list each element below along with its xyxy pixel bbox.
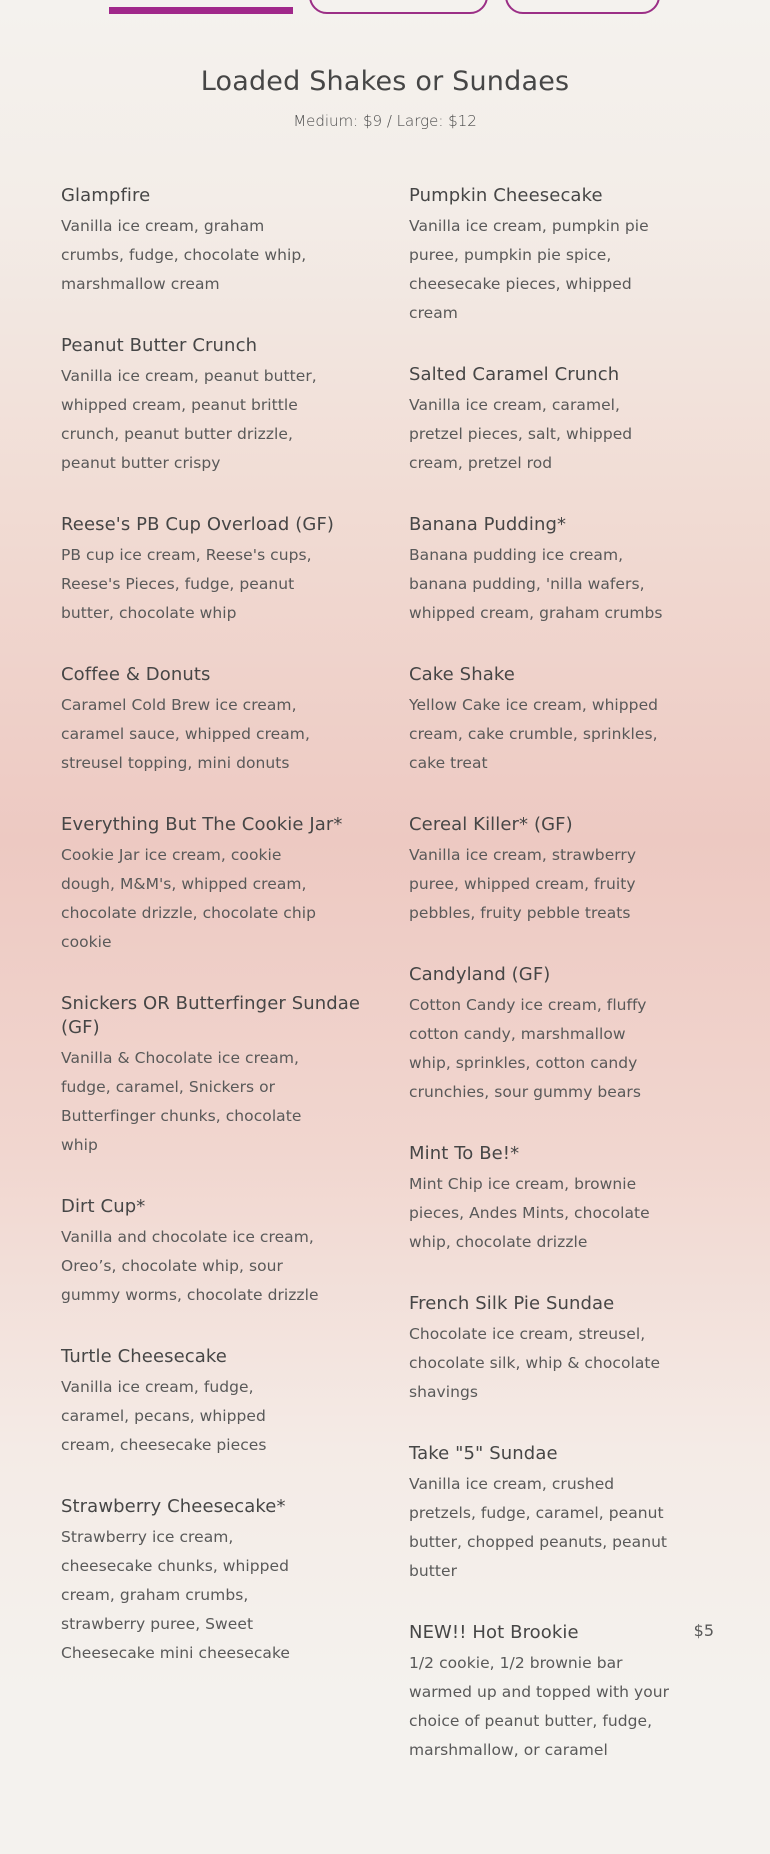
menu-item-description: Banana pudding ice cream, banana pudding, 'nilla wafers, whipped cream, graham crumbs — [409, 546, 663, 622]
menu-item-name: Salted Caramel Crunch — [409, 364, 620, 385]
menu-item — [61, 992, 371, 1160]
menu-tabs — [0, 0, 770, 20]
tab-button-3[interactable] — [505, 0, 660, 14]
menu-item — [409, 1292, 714, 1407]
menu-item-name: Reese's PB Cup Overload (GF) — [61, 514, 335, 535]
menu-item-name: Glampfire — [61, 185, 151, 206]
menu-item-price: $5 — [693, 1621, 714, 1640]
menu-item — [409, 1142, 714, 1257]
menu-item-description: Vanilla ice cream, peanut butter, whipped cream, peanut brittle crunch, peanut butter drizzle, peanut butter crispy — [61, 367, 317, 472]
menu-item — [409, 663, 714, 778]
menu-item-name: Candyland (GF) — [409, 964, 551, 985]
menu-item-description: Vanilla and chocolate ice cream, Oreo’s, chocolate whip, sour gummy worms, chocolate drizzle — [61, 1228, 319, 1304]
menu-item-description: Mint Chip ice cream, brownie pieces, Andes Mints, chocolate whip, chocolate drizzle — [409, 1175, 650, 1251]
menu-item — [409, 1621, 714, 1765]
menu-item-name: Banana Pudding* — [409, 514, 567, 535]
menu-item-description: Strawberry ice cream, cheesecake chunks, whipped cream, graham crumbs, strawberry puree, Sweet Cheesecake mini cheesecake — [61, 1528, 291, 1662]
menu-item-name: Peanut Butter Crunch — [61, 335, 258, 356]
menu-item-name: Take "5" Sundae — [409, 1443, 558, 1464]
section-price-subtitle: Medium: $9 / Large: $12 — [293, 112, 477, 130]
menu-item-name: Snickers OR Butterfinger Sundae (GF) — [61, 993, 361, 1038]
menu-item — [61, 184, 371, 299]
menu-item-description: Vanilla ice cream, caramel, pretzel pieces, salt, whipped cream, pretzel rod — [409, 396, 633, 472]
menu-item-description: Vanilla ice cream, graham crumbs, fudge, chocolate whip, marshmallow cream — [61, 217, 307, 293]
menu-item — [61, 813, 371, 957]
menu-item — [409, 513, 714, 628]
menu-item-description: Yellow Cake ice cream, whipped cream, cake crumble, sprinkles, cake treat — [409, 696, 659, 772]
menu-item-description: Vanilla ice cream, crushed pretzels, fudge, caramel, peanut butter, chopped peanuts, peanut butter — [409, 1475, 668, 1580]
menu-item — [409, 184, 714, 328]
menu-item — [61, 1495, 371, 1668]
menu-item-name: Everything But The Cookie Jar* — [61, 814, 343, 835]
menu-item-name: Cereal Killer* (GF) — [409, 814, 573, 835]
menu-item — [61, 1345, 371, 1460]
menu-item-description: Chocolate ice cream, streusel, chocolate silk, whip & chocolate shavings — [409, 1325, 661, 1401]
menu-item-description: Cookie Jar ice cream, cookie dough, M&M's, whipped cream, chocolate drizzle, chocolate chip cookie — [61, 846, 316, 951]
menu-item — [61, 513, 371, 628]
menu-item-name: Pumpkin Cheesecake — [409, 185, 603, 206]
menu-item-description: PB cup ice cream, Reese's cups, Reese's Pieces, fudge, peanut butter, chocolate whip — [61, 546, 312, 622]
menu-item-name: Turtle Cheesecake — [61, 1346, 227, 1367]
tab-button-2[interactable] — [309, 0, 488, 14]
menu-item-description: Vanilla & Chocolate ice cream, fudge, caramel, Snickers or Butterfinger chunks, chocolate whip — [61, 1049, 302, 1154]
section-title: Loaded Shakes or Sundaes — [200, 66, 570, 97]
menu-item-description: Vanilla ice cream, strawberry puree, whipped cream, fruity pebbles, fruity pebble treats — [409, 846, 637, 922]
menu-item-name: Strawberry Cheesecake* — [61, 1496, 286, 1517]
menu-item-name: Mint To Be!* — [409, 1143, 520, 1164]
menu-item-name: Dirt Cup* — [61, 1196, 146, 1217]
menu-item — [409, 813, 714, 928]
menu-item-name: Coffee & Donuts — [61, 664, 211, 685]
menu-item-description: Vanilla ice cream, fudge, caramel, pecans, whipped cream, cheesecake pieces — [61, 1378, 267, 1454]
menu-item-name: NEW!! Hot Brookie — [409, 1622, 579, 1643]
menu-column-left — [61, 184, 371, 1703]
menu-item — [61, 1195, 371, 1310]
menu-item — [61, 663, 371, 778]
menu-item-name: Cake Shake — [409, 664, 515, 685]
menu-item-description: Vanilla ice cream, pumpkin pie puree, pumpkin pie spice, cheesecake pieces, whipped cream — [409, 217, 649, 322]
menu-item — [409, 363, 714, 478]
menu-item-description: Caramel Cold Brew ice cream, caramel sauce, whipped cream, streusel topping, mini donuts — [61, 696, 310, 772]
menu-item-name: French Silk Pie Sundae — [409, 1293, 615, 1314]
menu-item — [409, 963, 714, 1107]
menu-item — [409, 1442, 714, 1586]
tab-active-indicator[interactable] — [109, 7, 293, 14]
menu-column-right — [409, 184, 714, 1800]
menu-item — [61, 334, 371, 478]
menu-item-description: Cotton Candy ice cream, fluffy cotton candy, marshmallow whip, sprinkles, cotton candy crunchies, sour gummy bears — [409, 996, 647, 1101]
menu-item-description: 1/2 cookie, 1/2 brownie bar warmed up and topped with your choice of peanut butter, fudge, marshmallow, or caramel — [409, 1654, 670, 1759]
